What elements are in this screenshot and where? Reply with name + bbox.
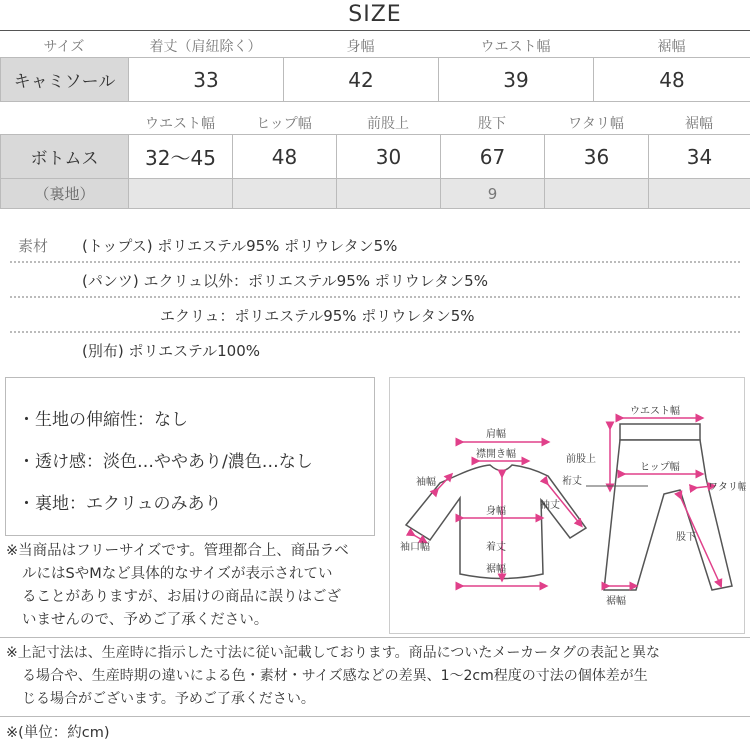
pants-illustration bbox=[604, 424, 732, 590]
col-header-rise: 前股上 bbox=[367, 116, 409, 132]
label-pants-thigh: ワタリ幅 bbox=[708, 482, 746, 493]
fabric-properties-box bbox=[5, 377, 375, 536]
table-row bbox=[1, 58, 750, 102]
property-lining: ・裏地：エクリュのみあり bbox=[18, 494, 222, 514]
col-header-size: サイズ bbox=[43, 39, 85, 55]
row-label-camisole: キャミソール bbox=[1, 58, 129, 102]
note-line: る場合や、生産時期の違いによる色・素材・サイズ感などの差異、1〜2cm程度の寸法の個体差が生 bbox=[22, 668, 648, 684]
label-body-width: 身幅 bbox=[486, 506, 506, 517]
dotted-divider bbox=[10, 261, 740, 263]
label-pants-hem: 裾幅 bbox=[606, 596, 626, 607]
label-neck: 襟開き幅 bbox=[476, 449, 516, 460]
table-cell bbox=[337, 179, 441, 209]
table-cell: 67 bbox=[441, 135, 545, 179]
measurement-diagram-svg bbox=[390, 378, 746, 635]
col-header-waist: ウエスト幅 bbox=[480, 39, 551, 55]
col-header-thigh: ワタリ幅 bbox=[568, 116, 624, 132]
table-cell: 39 bbox=[439, 58, 594, 102]
label-cuff: 袖口幅 bbox=[400, 542, 430, 553]
table-cell bbox=[649, 179, 750, 209]
dotted-divider bbox=[10, 296, 740, 298]
bottoms-header-row bbox=[0, 108, 750, 134]
label-hem: 裾幅 bbox=[486, 564, 506, 575]
label-pants-length: 裄丈 bbox=[562, 476, 582, 487]
note-line: じる場合がございます。予めご了承ください。 bbox=[22, 691, 315, 707]
table-cell bbox=[233, 179, 337, 209]
table-cell: 48 bbox=[594, 58, 750, 102]
label-length: 着丈 bbox=[486, 542, 506, 553]
note-divider bbox=[0, 637, 750, 638]
col-header-hem: 裾幅 bbox=[657, 39, 686, 55]
camisole-size-table bbox=[0, 57, 750, 102]
page-title: SIZE bbox=[348, 2, 402, 27]
row-label-lining: （裏地） bbox=[1, 179, 129, 209]
dotted-divider bbox=[10, 331, 740, 333]
table-row bbox=[1, 179, 750, 209]
label-pants-waist: ウエスト幅 bbox=[630, 406, 680, 417]
property-stretch: ・生地の伸縮性：なし bbox=[18, 410, 188, 430]
col-header-body-width: 身幅 bbox=[346, 39, 375, 55]
measurement-note bbox=[6, 642, 750, 711]
label-sleeve-width: 袖幅 bbox=[416, 477, 436, 488]
camisole-header-row bbox=[0, 31, 750, 57]
label-pants-hip: ヒップ幅 bbox=[640, 462, 680, 473]
row-label-bottoms: ボトムス bbox=[1, 135, 129, 179]
bottoms-size-table bbox=[0, 134, 750, 209]
col-header-hem: 裾幅 bbox=[685, 116, 713, 132]
note-line: ※上記寸法は、生産時に指示した寸法に従い記載しております。商品についたメーカータグの表記と異な bbox=[6, 645, 661, 661]
col-header-waist: ウエスト幅 bbox=[145, 116, 215, 132]
note-line: いませんので、予めご了承ください。 bbox=[22, 612, 269, 628]
label-pants-rise: 前股上 bbox=[566, 454, 596, 465]
table-cell: 48 bbox=[233, 135, 337, 179]
table-cell: 36 bbox=[545, 135, 649, 179]
unit-note: ※(単位：約cm) bbox=[6, 725, 110, 741]
label-pants-inseam: 股下 bbox=[676, 532, 696, 543]
note-line: ※当商品はフリーサイズです。管理都合上、商品ラベ bbox=[6, 543, 349, 559]
table-cell bbox=[129, 179, 233, 209]
material-tops: (トップス) ポリエステル95% ポリウレタン5% bbox=[82, 237, 398, 255]
measurement-diagram bbox=[389, 377, 745, 634]
table-cell: 33 bbox=[129, 58, 284, 102]
table-cell: 42 bbox=[284, 58, 439, 102]
col-header-hip: ヒップ幅 bbox=[256, 116, 312, 132]
table-row bbox=[1, 135, 750, 179]
property-sheerness: ・透け感：淡色…ややあり/濃色…なし bbox=[18, 452, 313, 472]
table-cell: 34 bbox=[649, 135, 750, 179]
table-cell: 30 bbox=[337, 135, 441, 179]
free-size-note bbox=[6, 540, 386, 632]
note-divider bbox=[0, 716, 750, 717]
note-line: ることがありますが、お届けの商品に誤りはござ bbox=[22, 589, 341, 605]
table-cell bbox=[545, 179, 649, 209]
material-pants: (パンツ) エクリュ以外：ポリエステル95% ポリウレタン5% bbox=[82, 272, 488, 290]
note-line: ルにはSやMなど具体的なサイズが表示されてい bbox=[22, 566, 333, 582]
material-separate-fabric: (別布) ポリエステル100% bbox=[82, 342, 261, 360]
label-shoulder: 肩幅 bbox=[486, 429, 506, 440]
col-header-length: 着丈（肩紐除く） bbox=[149, 39, 262, 55]
col-header-inseam: 股下 bbox=[478, 116, 506, 132]
material-label: 素材 bbox=[18, 237, 49, 255]
table-cell: 9 bbox=[441, 179, 545, 209]
label-sleeve-length: 袖丈 bbox=[540, 500, 560, 511]
material-pants-ecru: エクリュ：ポリエステル95% ポリウレタン5% bbox=[160, 307, 475, 325]
table-cell: 32〜45 bbox=[129, 135, 233, 179]
